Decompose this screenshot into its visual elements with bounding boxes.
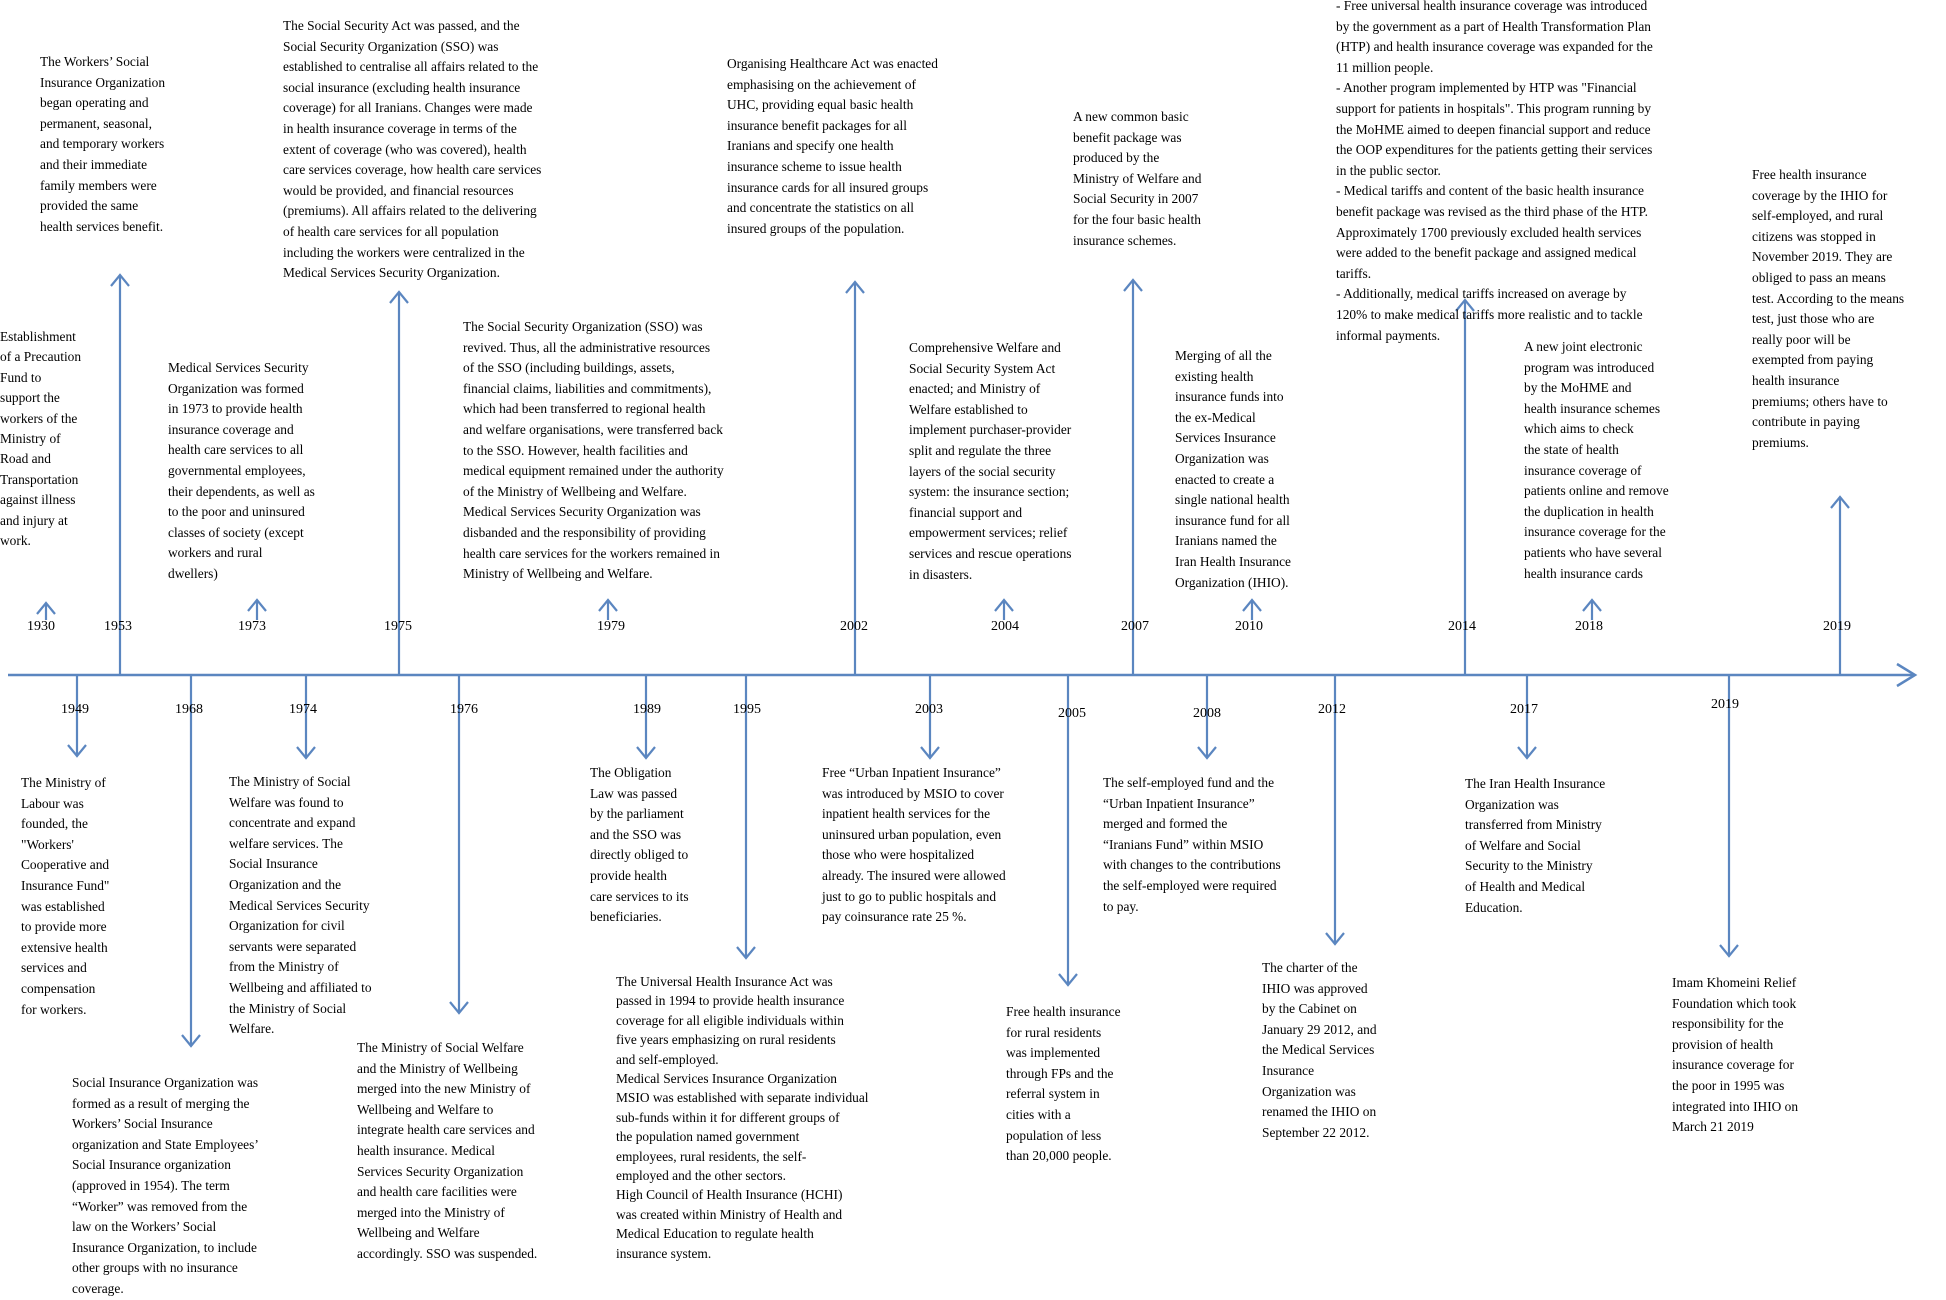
year-label-1973: 1973 (238, 619, 266, 634)
arrow-2019-above (1831, 497, 1849, 675)
event-text-2018: A new joint electronic program was introduced by the MoHME and health insurance schemes which aims to check the state of health insurance coverage of patients online and remove the duplication in health insurance coverage for the patients who have several health insurance cards (1524, 339, 1669, 581)
arrow-1975 (390, 292, 408, 675)
year-label-1989: 1989 (633, 702, 661, 717)
event-text-2014: - Free universal health insurance coverage was introduced by the government as a part of Health Transformation Plan (HTP) and health insurance coverage was expanded for the 11 million people. - Another program implemented by HTP was "Financial support for patients in hospitals". This program running by the MoHME aimed to deepen financial support and reduce the OOP expenditures for the patients getting their services in the public sector. - Medical tariffs and content of the basic health insurance benefit package was revised as the third phase of the HTP. Approximately 1700 previously excluded health services were added to the benefit package and assigned medical tariffs. - Additionally, medical tariffs increased on average by 120% to make medical tariffs more realistic and to tackle informal payments. (1336, 0, 1653, 343)
year-label-2010: 2010 (1235, 619, 1263, 634)
arrow-2007 (1124, 280, 1142, 675)
year-label-1995: 1995 (733, 702, 761, 717)
event-text-1976: The Ministry of Social Welfare and the Ministry of Wellbeing merged into the new Ministry of Wellbeing and Welfare to integrate health care services and health insurance. Medical Services Security Organization and health care facilities were merged into the Ministry of Wellbeing and Welfare accordingly. SSO was suspended. (357, 1040, 538, 1261)
event-text-2019-above: Free health insurance coverage by the IHIO for self-employed, and rural citizens was stopped in November 2019. They are obliged to pass an means test. According to the means test, just those who are really poor will be exempted from paying health insurance premiums; others have to contribute in paying premiums. (1752, 167, 1905, 450)
year-label-1949: 1949 (61, 702, 89, 717)
year-label-2003: 2003 (915, 702, 943, 717)
year-label-2007: 2007 (1121, 619, 1149, 634)
year-label-2014: 2014 (1448, 619, 1476, 634)
event-text-2008: The self-employed fund and the “Urban Inpatient Insurance” merged and formed the “Iranians Fund” within MSIO with changes to the contributions the self-employed were required to pay. (1103, 775, 1281, 914)
year-label-2005: 2005 (1058, 706, 1086, 721)
year-label-2004: 2004 (991, 619, 1019, 634)
event-text-1973: Medical Services Security Organization was formed in 1973 to provide health insurance coverage and health care services to all governmental employees, their dependents, as well as to the poor and uninsured classes of society (except workers and rural dwellers) (168, 360, 315, 581)
arrow-2018 (1583, 600, 1601, 620)
year-label-2018: 2018 (1575, 619, 1603, 634)
arrow-2002 (846, 282, 864, 675)
event-text-2005: Free health insurance for rural residents was implemented through FPs and the referral system in cities with a population of less than 20,000 people. (1006, 1004, 1121, 1164)
event-text-1930: Establishment of a Precaution Fund to support the workers of the Ministry of Road and Transportation against illness and injury at work. (0, 329, 82, 549)
arrow-1953 (111, 275, 129, 675)
event-text-2010: Merging of all the existing health insurance funds into the ex-Medical Services Insurance Organization was enacted to create a single national health insurance fund for all Iranians named the Iran Health Insurance Organization (IHIO). (1175, 348, 1291, 590)
arrow-1973 (248, 600, 266, 620)
arrow-1930 (37, 603, 55, 620)
event-text-1995: The Universal Health Insurance Act was passed in 1994 to provide health insurance coverage for all eligible individuals within five years emphasizing on rural residents and self-employed. Medical Services Insurance Organization MSIO was established with separate individual sub-funds within it for different groups of the population named government employees, rural residents, the self- employed and the other sectors. High Council of Health Insurance (HCHI) was created within Ministry of Health and Medical Education to regulate health insurance system. (616, 974, 869, 1261)
year-label-1974: 1974 (289, 702, 317, 717)
arrow-2019-below (1720, 675, 1738, 956)
year-label-2019-below: 2019 (1711, 697, 1739, 712)
year-label-1976: 1976 (450, 702, 478, 717)
event-text-2012: The charter of the IHIO was approved by the Cabinet on January 29 2012, and the Medical Services Insurance Organization was renamed the IHIO on September 22 2012. (1262, 960, 1377, 1140)
year-label-2002: 2002 (840, 619, 868, 634)
arrow-2010 (1243, 600, 1261, 620)
event-text-1953: The Workers’ Social Insurance Organization began operating and permanent, seasonal, and temporary workers and their immediate family members were provided the same health services benefit. (40, 54, 166, 234)
arrow-1968 (182, 675, 200, 1046)
arrow-1976 (450, 675, 468, 1013)
arrow-2004 (995, 600, 1013, 620)
arrow-1979 (599, 600, 617, 620)
year-label-1968: 1968 (175, 702, 203, 717)
event-text-2003: Free “Urban Inpatient Insurance” was introduced by MSIO to cover inpatient health services for the uninsured urban population, even those who were hospitalized already. The insured were allowed just to go to public hospitals and pay coinsurance rate 25 %. (822, 765, 1006, 925)
event-text-2004: Comprehensive Welfare and Social Security System Act enacted; and Ministry of Welfare established to implement purchaser-provider split and regulate the three layers of the social security system: the insurance section; financial support and empowerment services; relief services and rescue operations in disasters. (909, 340, 1072, 582)
year-label-1930: 1930 (27, 619, 55, 634)
event-text-1949: The Ministry of Labour was founded, the "Workers' Cooperative and Insurance Fund" was established to provide more extensive health services and compensation for workers. (21, 775, 110, 1017)
event-text-2017: The Iran Health Insurance Organization was transferred from Ministry of Welfare and Social Security to the Ministry of Health and Medical Education. (1465, 776, 1606, 915)
event-text-2007: A new common basic benefit package was produced by the Ministry of Welfare and Social Security in 2007 for the four basic health insurance schemes. (1073, 109, 1202, 248)
event-text-2019-below: Imam Khomeini Relief Foundation which took responsibility for the provision of health insurance coverage for the poor in 1995 was integrated into IHIO on March 21 2019 (1672, 975, 1799, 1135)
year-label-2008: 2008 (1193, 706, 1221, 721)
year-label-2012: 2012 (1318, 702, 1346, 717)
event-text-1974: The Ministry of Social Welfare was found to concentrate and expand welfare services. The Social Insurance Organization and the Medical Services Security Organization for civil servants were separated from the Ministry of Wellbeing and affiliated to the Ministry of Social Welfare. (229, 774, 372, 1037)
year-label-2017: 2017 (1510, 702, 1538, 717)
year-label-1953: 1953 (104, 619, 132, 634)
year-label-1979: 1979 (597, 619, 625, 634)
year-label-2019-above: 2019 (1823, 619, 1851, 634)
event-text-1989: The Obligation Law was passed by the parliament and the SSO was directly obliged to provide health care services to its beneficiaries. (590, 765, 689, 925)
event-text-1968: Social Insurance Organization was formed as a result of merging the Workers’ Social Insurance organization and State Employees’ Social Insurance organization (approved in 1954). The term “Worker” was removed from the law on the Workers’ Social Insurance Organization, to include other groups with no insurance coverage. (72, 1075, 259, 1296)
year-label-1975: 1975 (384, 619, 412, 634)
event-text-2002: Organising Healthcare Act was enacted emphasising on the achievement of UHC, providing equal basic health insurance benefit packages for all Iranians and specify one health insurance scheme to issue health insurance cards for all insured groups and concentrate the statistics on all insured groups of the population. (727, 56, 938, 236)
event-text-1979: The Social Security Organization (SSO) was revived. Thus, all the administrative resources of the SSO (including buildings, assets, financial claims, liabilities and commitments), which had been transferred to regional health and welfare organisations, were transferred back to the SSO. However, health facilities and medical equipment remained under the authority of the Ministry of Wellbeing and Welfare. Medical Services Security Organization was disbanded and the responsibility of providing health care services for the workers remained in Ministry of Wellbeing and Welfare. (463, 319, 724, 582)
event-text-1975: The Social Security Act was passed, and the Social Security Organization (SSO) was established to centralise all affairs related to the social insurance (excluding health insurance coverage) for all Iranians. Changes were made in health insurance coverage in terms of the extent of coverage (who was covered), health care services coverage, how health care services would be provided, and financial resources (premiums). All affairs related to the delivering of health care services for all population including the workers were centralized in the Medical Services Security Organization. (283, 18, 542, 281)
